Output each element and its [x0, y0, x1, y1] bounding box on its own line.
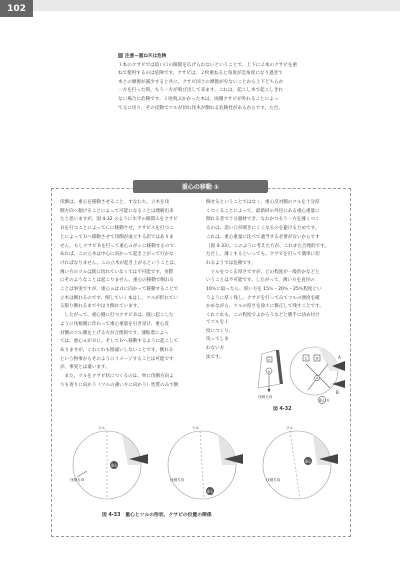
- note-block: [118, 53, 340, 113]
- fig433-center-label: 重心: [206, 489, 214, 494]
- fig432-right-tree: [290, 347, 345, 404]
- paragraph-line: ければなりません。この立木が起き上がるということは、: [60, 260, 179, 266]
- note-line: 木との摩擦が減少すると共に、クサビ同士の摩擦が少ないことから上下どちらか: [118, 79, 284, 85]
- paragraph-line: ツルをつくる厚さですが、どの程度が一般的かなどと: [206, 269, 320, 275]
- fig433-circle-3: [263, 425, 338, 499]
- figure-4-33-caption: 図 4-33 重心とツルの形状、クサビの位置の関係: [102, 513, 212, 518]
- figure-4-32-caption: 図 4-32: [273, 407, 292, 412]
- paragraph-line: また、ツルをクサビ状につくるのは、単に伐倒方向よ: [60, 374, 174, 380]
- right-column: [206, 199, 341, 321]
- paragraph-line: したがって、重心側に打つクサビＢは、既に起こした: [60, 313, 174, 319]
- page-number: 102: [0, 0, 33, 17]
- fig432-label-B: B: [336, 390, 339, 395]
- fig432-center-label: 重心: [318, 398, 326, 403]
- header-bar: [0, 0, 400, 11]
- fig432-label-d: d: [315, 376, 319, 381]
- fig433-dir-label: 伐倒方向: [266, 478, 281, 482]
- fig432-label-A: A: [338, 355, 341, 360]
- fig433-center-label: 重心: [110, 463, 118, 468]
- left-column: [60, 199, 193, 390]
- note-line: ねて使用するのは危険です。クサビは、２枚重ねると角度が急角度になり過ぎて: [118, 71, 283, 77]
- paragraph-line: という物事からそのようにイメージすることは可能です: [60, 356, 174, 362]
- paragraph-line: かめながら、ツルの厚さを徐々に修正して残すことです。: [206, 304, 324, 310]
- fig433-circle-1: [70, 425, 148, 499]
- paragraph-line: いうことは不可能です。したがって、薄い方を直径の: [206, 278, 315, 284]
- paragraph-line: 対側のツル側を上げる方が合理的です。薄粘着によっ: [60, 330, 169, 336]
- figure-4-32: [246, 326, 346, 411]
- paragraph-line: たと思いますが、図 4-32 のように水平の隙間Ａをクサビ: [60, 217, 178, 223]
- paragraph-line: 薄い方のツルは既に切れていなくては不可能です。実際: [60, 269, 174, 275]
- paragraph-line: ことは事実ですが、重心ａはｄに向かって移動することで: [60, 287, 179, 293]
- paragraph-line: ただし、薄くするといっても、クサビを打って簡単に切: [206, 252, 320, 258]
- fig433-dir-label: 伐倒方向: [70, 478, 85, 482]
- fig433-center-label: 重心: [304, 459, 312, 464]
- paragraph-line: （図 4-33）。このように考えた方が、これまた合理的です。: [206, 243, 329, 249]
- paragraph-line: が、事実とは違います。: [60, 365, 110, 371]
- right-narrow-column: [206, 319, 244, 363]
- paragraph-line: あれば、この立木は中心に向かって起き上がって行かな: [60, 252, 174, 258]
- paragraph-line: 伐倒は、重心を移動させること、すなわち、立木を伐: [60, 200, 170, 205]
- paragraph-line: ように伐根側に作わって重心重量を引き受け、重心反: [60, 321, 169, 327]
- paragraph-line: ては、重心ａがｄに、そしてｂへ移動するように起こして: [60, 339, 179, 345]
- fig433-tsuru-label: ツル: [98, 426, 106, 430]
- fig432-b-label: b: [327, 398, 330, 403]
- paragraph-line: りも寄りに向かう（ツルの薄い方に向かう）性質のみで倒: [60, 382, 179, 388]
- paragraph-line: にそのようなことは起こりません。重心の移動で倒れる: [60, 278, 174, 284]
- paragraph-line: 倒せるということではなく、重心反対側のツルを十分厚: [206, 200, 320, 205]
- paragraph-line: 10％に取ったら、厚い方を 15％・20％・25％程度とい: [206, 287, 322, 293]
- paragraph-line: 度につくり、: [206, 328, 234, 334]
- paragraph-line: る限り倒れるまでやはり倒れています。: [60, 304, 142, 310]
- note-line: て元に戻り、その反動でツルが切れ伐木が倒れる危険性があるからです。ただ、: [118, 105, 283, 111]
- figure-4-33: [62, 421, 342, 509]
- fig432-dir-label: 伐倒方向: [258, 395, 273, 399]
- fig432-label-c: c: [268, 358, 271, 362]
- paragraph-line: とによってＤへ移動させて伐倒が成立する訳ではありま: [60, 234, 174, 240]
- paragraph-line: せん。もしクサビＢを打って重心ａがｃに移動するので: [60, 243, 174, 249]
- fig432-label-a: a: [267, 369, 271, 374]
- paragraph-line: これは、重心重量に比べて適当する必要がないからです: [206, 234, 320, 240]
- note-title: 注意—重ね矢は危険: [125, 54, 167, 59]
- fig433-dir-label: 伐倒方向: [170, 478, 185, 482]
- paragraph-line: Ｂを打つことによってＣに移動させ、クサビＡを打つこ: [60, 226, 174, 232]
- paragraph-line: れるようでは危険です。: [206, 260, 256, 266]
- paragraph-line: わない方: [206, 346, 225, 352]
- paragraph-line: 伐ってしま: [206, 337, 229, 343]
- note-line: ない場合に危険です。１度飛ぶかかった木は、両側クサビが外れることによっ: [118, 96, 279, 102]
- paragraph-line: るのは、追い口が開きにくくなるのを避けるためです。: [206, 226, 320, 232]
- paragraph-line: うように厚く残し、クサビを打ってみてツルの強度を確: [206, 295, 320, 301]
- paragraph-line: 立木は倒れるのです。倒していく本はし、ツルが折れてい: [60, 295, 178, 301]
- fig432-left-tree: [258, 350, 283, 399]
- square-bullet-icon: [118, 53, 123, 58]
- paragraph-line: くれぐれも、この程度でよかろうなどと勝手に決め付け: [206, 313, 320, 319]
- section-title: 重心の移動 ①: [133, 180, 268, 193]
- paragraph-line: 倒方向へ傾けることによって可能になることは理解出来: [60, 208, 174, 214]
- paragraph-line: 法です。: [206, 354, 224, 360]
- note-line: １本のクサビでは追い口の隙間を広げられないということで、上下に２本のクサビを重: [118, 62, 298, 68]
- note-line: 一方を打った時、もう一方が飛び出して来ます。これは、起こし木で起こしきれ: [118, 88, 284, 94]
- paragraph-line: てツルを１: [206, 320, 229, 325]
- fig432-label-D: D: [315, 356, 319, 361]
- fig433-tsuru-label: ツル: [192, 426, 200, 430]
- paragraph-line: くつくることによって、最新回の外径にある重心重量に: [206, 208, 320, 214]
- paragraph-line: ありますが、くれぐれも勘違いしないことです。倒れる: [60, 347, 174, 353]
- paragraph-line: 倒れる者で十分器材でき、なおかつもう一方を薄くつく: [206, 217, 320, 223]
- fig432-label-C: C: [304, 356, 308, 361]
- fig433-circle-2: [168, 425, 243, 499]
- fig433-tsuru-label: ツル: [286, 426, 294, 430]
